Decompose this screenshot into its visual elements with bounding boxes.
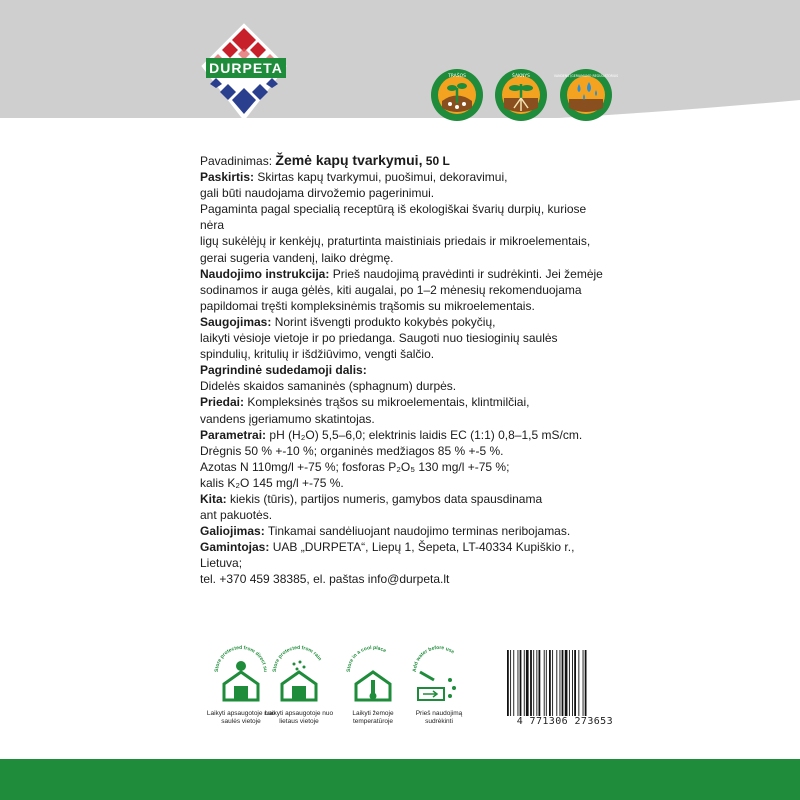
section-text: pH (H₂O) 5,5–6,0; elektrinis laidis EC (1:1) 0,8–1,5 mS/cm. — [269, 427, 583, 442]
barcode-bar — [578, 650, 579, 720]
section-line — [200, 507, 610, 523]
svg-text:Store protected from rain: Store protected from rain — [271, 644, 323, 673]
rain-protection-icon — [270, 642, 328, 708]
barcode-bar — [539, 650, 541, 720]
barcode-bar — [510, 650, 511, 720]
section-label: Naudojimo instrukcija: — [200, 266, 330, 281]
barcode-bar — [544, 650, 545, 720]
section-label: Kita: — [200, 491, 227, 506]
cool-place-icon — [344, 642, 402, 708]
care-item-sun — [206, 642, 276, 725]
barcode-digits: 4 771306 273653 — [495, 716, 613, 727]
section-text: UAB „DURPETA“, Liepų 1, Šepeta, LT-40334 Kupiškio r., Lietuva; — [200, 540, 575, 571]
svg-text:TRAŠOS: TRAŠOS — [447, 74, 467, 79]
svg-text:Store in a cool place: Store in a cool place — [345, 644, 388, 673]
section-line — [200, 185, 610, 201]
water-absorption-badge-icon — [553, 68, 619, 122]
sun-protection-icon — [212, 642, 270, 708]
section-line — [200, 523, 610, 539]
section-text: kiekis (tūris), partijos numeris, gamybos data spausdinama — [230, 491, 543, 506]
section-line — [200, 201, 610, 233]
section-line — [200, 330, 610, 346]
barcode-bar — [520, 650, 522, 720]
barcode-bar — [585, 650, 587, 720]
section-label: Gamintojas: — [200, 540, 270, 555]
section-text: papildomai tręšti kompleksinėmis trąšomis su mikroelementais. — [200, 298, 535, 313]
section-text: Didelės skaidos samaninės (sphagnum) durpės. — [200, 379, 457, 394]
section-text: Azotas N 110mg/l +-75 %; fosforas P₂O₅ 130 mg/l +-75 %; — [200, 459, 510, 474]
barcode-bar — [574, 650, 576, 720]
section-line — [200, 475, 610, 491]
barcode-bar — [526, 650, 529, 720]
section-text: kalis K₂O 145 mg/l +-75 %. — [200, 475, 344, 490]
section-text: Pagaminta pagal specialią receptūrą iš ekologiškai švarių durpių, kuriose nėra — [200, 202, 587, 233]
section-line — [200, 250, 610, 266]
section-text: Norint išvengti produkto kokybės pokyčių, — [274, 314, 496, 329]
svg-text:Store protected from direct su: Store protected from direct su — [213, 644, 269, 673]
section-line — [200, 298, 610, 314]
section-line — [200, 233, 610, 249]
barcode-bar — [583, 650, 584, 720]
section-text: Kompleksinės trąšos su mikroelementais, klintmilčiai, — [247, 395, 530, 410]
care-caption-cool: Laikyti žemoje temperatūroje — [352, 710, 394, 725]
product-volume: 50 L — [425, 154, 450, 168]
root-growth-badge-icon — [494, 68, 548, 122]
barcode-bar — [560, 650, 561, 720]
barcode-bar — [546, 650, 547, 720]
svg-text:ŠAKNYS: ŠAKNYS — [512, 74, 530, 79]
barcode-bar — [524, 650, 525, 720]
section-text: Tinkamai sandėliuojant naudojimo terminas neribojamas. — [267, 524, 571, 539]
barcode-bar — [536, 650, 537, 720]
section-line — [200, 491, 610, 507]
section-line — [200, 169, 610, 185]
section-line — [200, 411, 610, 427]
care-item-rain — [264, 642, 334, 725]
section-line — [200, 346, 610, 362]
section-text: laikyti vėsioje vietoje ir po priedanga. Saugoti nuo tiesioginių saulės — [200, 331, 558, 346]
section-line — [200, 459, 610, 475]
care-caption-sun: Laikyti apsaugotoje nuo saulės vietoje — [206, 710, 276, 725]
name-label: Pavadinimas: — [200, 154, 273, 168]
section-text: ligų sukėlėjų ir kenkėjų, praturtinta maistiniais priedais ir mikroelementais, — [200, 234, 591, 249]
section-line — [200, 314, 610, 330]
section-line — [200, 362, 610, 378]
section-line — [200, 427, 610, 443]
svg-text:Add water before use: Add water before use — [411, 644, 456, 673]
barcode-bar — [549, 650, 551, 720]
add-water-icon — [410, 642, 468, 708]
barcode-bar — [507, 650, 509, 720]
barcode-bar — [552, 650, 553, 720]
section-label: Galiojimas: — [200, 524, 265, 539]
section-text: spindulių, kritulių ir išdžiūvimo, vengti šalčio. — [200, 347, 435, 362]
section-text: ant pakuotės. — [200, 508, 273, 523]
section-line — [200, 394, 610, 410]
section-line — [200, 378, 610, 394]
section-line — [200, 443, 610, 459]
section-text: Prieš naudojimą pravėdinti ir sudrėkinti. Jei žemėje — [332, 266, 603, 281]
section-line — [200, 571, 610, 587]
barcode-bar — [530, 650, 532, 720]
section-text: Skirtas kapų tvarkymui, puošimui, dekoravimui, — [257, 170, 508, 185]
barcode-bar — [572, 650, 573, 720]
bottom-green-band — [0, 759, 800, 800]
section-label: Pagrindinė sudedamoji dalis: — [200, 363, 367, 378]
section-text: vandens įgeriamumo skatintojas. — [200, 411, 375, 426]
care-caption-water: Prieš naudojimą sudrėkinti — [415, 710, 463, 725]
barcode-bar — [518, 650, 519, 720]
barcode-bar — [533, 650, 534, 720]
section-text: gerai sugeria vandenį, laiko drėgmę. — [200, 250, 394, 265]
product-info — [200, 152, 610, 588]
barcode-bar — [562, 650, 564, 720]
barcode-bar — [513, 650, 514, 720]
section-label: Paskirtis: — [200, 170, 255, 185]
section-label: Priedai: — [200, 395, 245, 410]
brand-name: DURPETA — [206, 58, 286, 78]
barcode-bar — [565, 650, 568, 720]
care-item-water — [410, 642, 468, 725]
eco-plant-badge-icon — [430, 68, 484, 122]
barcode-bar — [569, 650, 570, 720]
barcode-bar — [556, 650, 557, 720]
section-text: Drėgnis 50 % +-10 %; organinės medžiagos 85 % +-5 %. — [200, 443, 504, 458]
section-label: Saugojimas: — [200, 314, 272, 329]
svg-text:VANDENS ĮGERIAMUMO REGULIATORI: VANDENS ĮGERIAMUMO REGULIATORIUS — [553, 74, 619, 78]
info-sections — [200, 169, 610, 587]
section-text: gali būti naudojama dirvožemio pagerinimui. — [200, 186, 435, 201]
section-text: sodinamos ir auga gėlės, kiti augalai, po 1–2 mėnesių rekomenduojama — [200, 282, 582, 297]
section-label: Parametrai: — [200, 427, 267, 442]
section-text: tel. +370 459 38385, el. paštas info@durpeta.lt — [200, 572, 450, 587]
section-line — [200, 282, 610, 298]
care-item-cool — [344, 642, 402, 725]
section-line — [200, 266, 610, 282]
care-caption-rain: Laikyti apsaugotoje nuo lietaus vietoje — [264, 710, 334, 725]
product-name: Žemė kapų tvarkymui, — [275, 152, 423, 168]
product-name-line — [200, 152, 610, 169]
section-line — [200, 539, 610, 571]
